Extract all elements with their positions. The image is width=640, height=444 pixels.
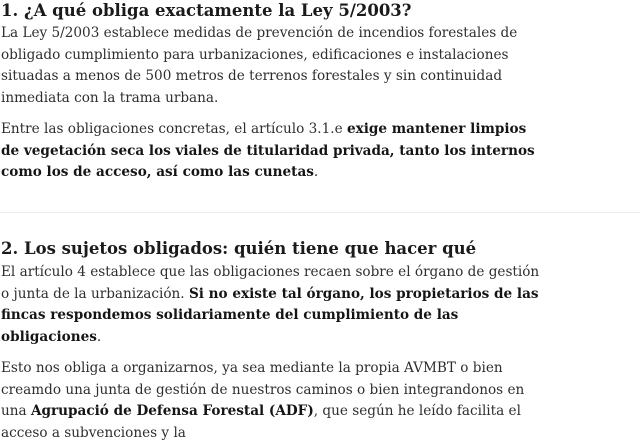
section-ley-5-2003 [0,0,640,184]
paragraph-emphasis: Agrupació de Defensa Forestal (ADF) [30,403,314,419]
paragraph: La Ley 5/2003 establece medidas de prevención de incendios forestales de obligado cumplimiento para urbanizaciones, edificaciones e instalaciones situadas a menos de 500 metros de terrenos forestales y sin continuidad inmediata con la trama urbana. [1,25,518,106]
section-heading: 1. ¿A qué obliga exactamente la Ley 5/2003? [1,1,412,20]
paragraph [0,119,549,184]
paragraph-text: . [96,328,102,345]
paragraph-text: Esto nos obliga a organizarnos, ya sea mediante la propia AVMBT o bien creamdo una junta de gestión de nuestros caminos o bien integrandonos en una [1,360,525,419]
paragraph [0,262,549,348]
paragraph-text: , que según he leído facilita el acceso a subvenciones y la [1,403,521,441]
section-heading: 2. Los sujetos obligados: quién tiene que hacer qué [1,239,477,258]
paragraph-emphasis: Si no existe tal órgano, los propietarios de las fincas respondemos solidariamente del cumplimiento de las obligaciones [1,285,539,345]
paragraph-text: Entre las obligaciones concretas, el artículo 3.1.e [1,121,347,137]
section-divider [0,212,640,213]
paragraph-emphasis: exige mantener limpios de vegetación seca los viales de titularidad privada, tanto los internos como los de acceso, así como las cunetas [1,121,535,180]
paragraph-text: El artículo 4 establece que las obligaciones recaen sobre el órgano de gestión o junta de la urbanización. [1,264,540,302]
paragraph [0,358,549,444]
section-sujetos-obligados [0,238,640,444]
paragraph-text: . [313,164,319,180]
